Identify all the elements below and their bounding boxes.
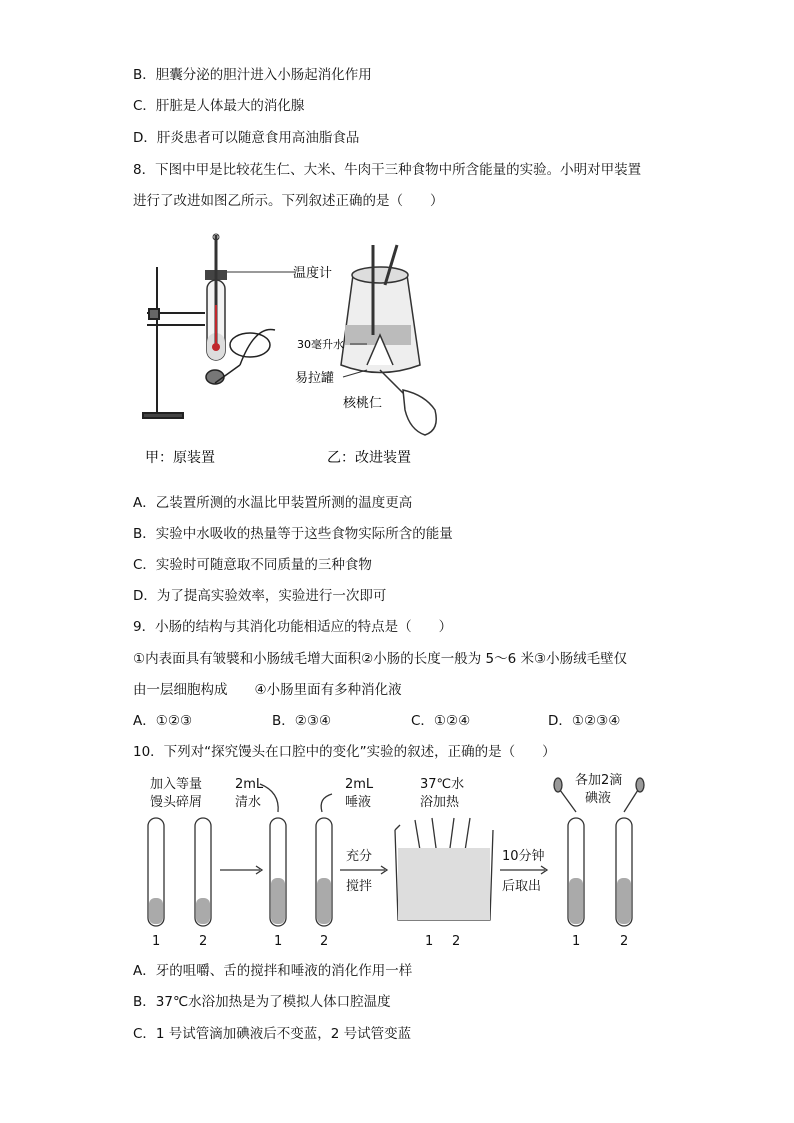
q9-stem: 9．小肠的结构与其消化功能相适应的特点是（ ）	[133, 619, 453, 635]
label-bath1: 37℃水	[420, 777, 465, 792]
q9-items-line1: ①内表面具有皱襞和小肠绒毛增大面积②小肠的长度一般为 5～6 米③小肠绒毛壁仅	[133, 651, 628, 667]
q10-stem: 10．下列对“探究馒头在口腔中的变化”实验的叙述，正确的是（ ）	[133, 744, 556, 760]
q10-option-a: A．牙的咀嚼、舌的搅拌和唾液的消化作用一样	[133, 963, 413, 979]
q9-option-d: D．①②③④	[548, 713, 621, 729]
label-stir1: 充分	[346, 849, 373, 864]
q8-stem-line2: 进行了改进如图乙所示。下列叙述正确的是（ ）	[133, 193, 444, 209]
caption-yi: 乙：改进装置	[327, 450, 411, 466]
q9-items-line2: 由一层细胞构成 ④小肠里面有多种消化液	[133, 682, 402, 698]
label-time1: 10分钟	[502, 849, 545, 864]
q9-option-b: B．②③④	[272, 713, 332, 729]
label-saliva-vol: 2mL	[345, 777, 374, 792]
label-water: 30毫升水	[297, 338, 344, 351]
tube-num-2c: 2	[452, 934, 461, 949]
test-tube	[205, 234, 227, 360]
label-bath2: 浴加热	[420, 795, 460, 810]
tube-num-2b: 2	[320, 934, 329, 949]
stand	[143, 267, 205, 418]
label-saliva: 唾液	[345, 795, 372, 810]
q8-stem-line1: 8．下图中甲是比较花生仁、大米、牛肉干三种食物中所含能量的实验。小明对甲装置	[133, 162, 642, 178]
q8-option-b: B．实验中水吸收的热量等于这些食物实际所含的能量	[133, 526, 453, 542]
hand-tweezers	[380, 370, 436, 435]
label-add1: 加入等量	[150, 777, 203, 792]
q8-figure	[135, 225, 455, 470]
q10-option-b: B．37℃水浴加热是为了模拟人体口腔温度	[133, 994, 391, 1010]
q10-figure	[140, 770, 660, 952]
tube-num-2a: 2	[199, 934, 208, 949]
tube-num-1d: 1	[572, 934, 581, 949]
label-can: 易拉罐	[295, 371, 335, 386]
label-add2: 馒头碎屑	[150, 795, 203, 810]
q7-option-c: C．肝脏是人体最大的消化腺	[133, 98, 305, 114]
label-water-vol: 2mL	[235, 777, 264, 792]
q9-option-c: C．①②④	[411, 713, 471, 729]
label-iodine1: 各加2滴	[575, 773, 623, 788]
q7-option-b: B．胆囊分泌的胆汁进入小肠起消化作用	[133, 67, 372, 83]
caption-jia: 甲：原装置	[145, 450, 215, 466]
q8-option-d: D．为了提高实验效率，实验进行一次即可	[133, 588, 387, 604]
tube-num-1c: 1	[425, 934, 434, 949]
q8-option-c: C．实验时可随意取不同质量的三种食物	[133, 557, 372, 573]
label-thermometer: 温度计	[293, 266, 333, 281]
q8-option-a: A．乙装置所测的水温比甲装置所测的温度更高	[133, 495, 413, 511]
label-stir2: 搅拌	[346, 879, 373, 894]
tube-num-1b: 1	[274, 934, 283, 949]
tube-num-2d: 2	[620, 934, 629, 949]
label-walnut: 核桃仁	[343, 396, 383, 411]
label-water: 清水	[235, 795, 262, 810]
can-apparatus	[341, 245, 420, 373]
q7-option-d: D．肝炎患者可以随意食用高油脂食品	[133, 130, 360, 146]
tube-num-1a: 1	[152, 934, 161, 949]
q10-option-c: C．1 号试管滴加碘液后不变蓝，2 号试管变蓝	[133, 1026, 412, 1042]
q9-option-a: A．①②③	[133, 713, 193, 729]
label-iodine2: 碘液	[585, 791, 612, 806]
label-time2: 后取出	[502, 879, 542, 894]
